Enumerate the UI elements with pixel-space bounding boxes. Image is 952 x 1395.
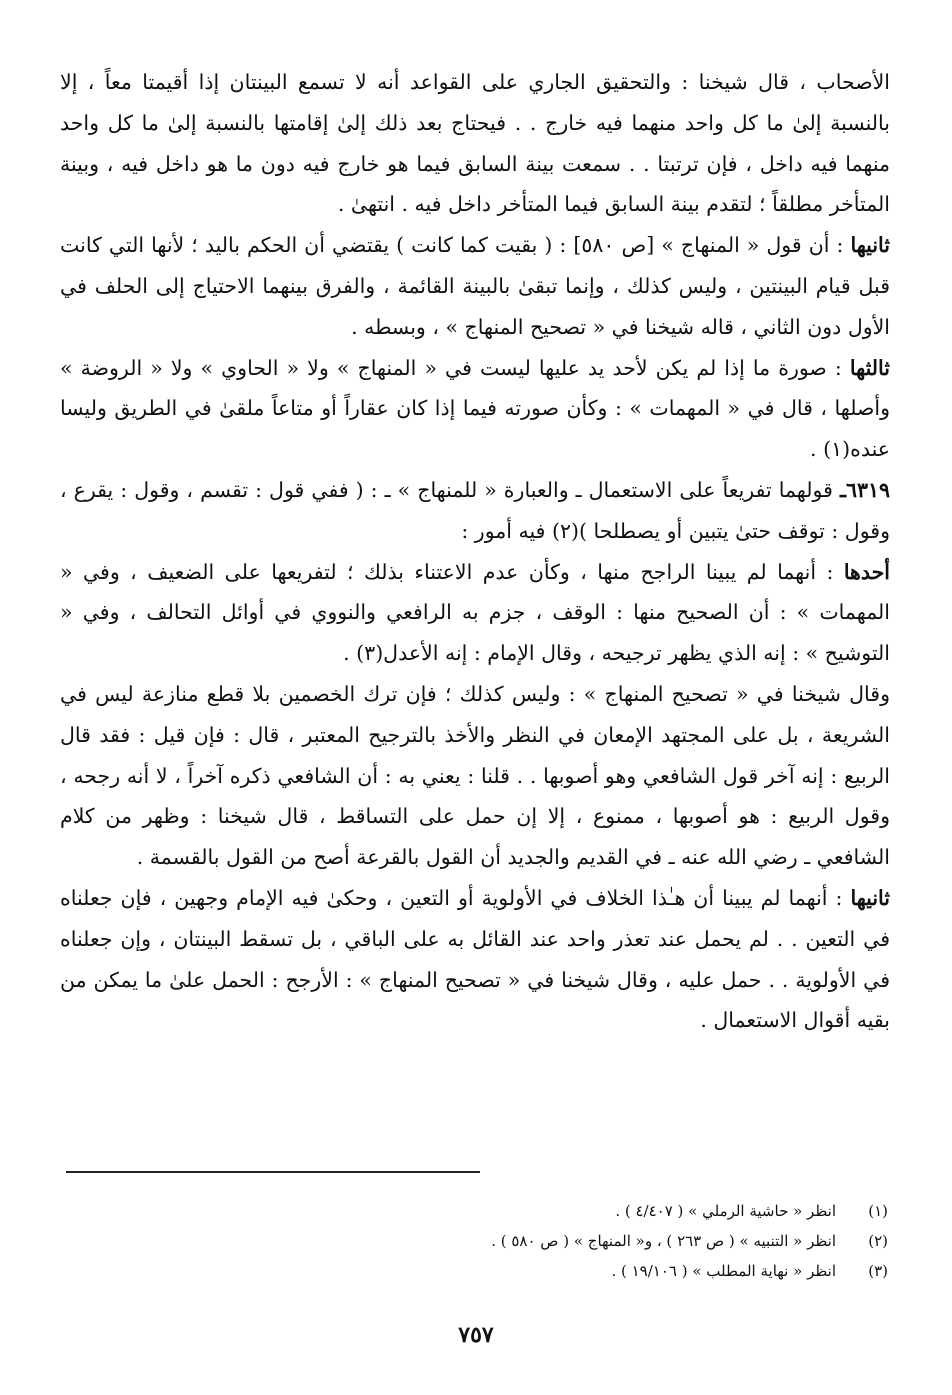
section-heading: ثالثها — [849, 355, 890, 380]
issue-number: ٦٣١٩ـ — [839, 477, 890, 502]
section-heading: أحدها — [843, 559, 890, 584]
paragraph-6: وقال شيخنا في « تصحيح المنهاج » : وليس كذلك ؛ فإن ترك الخصمين بلا قطع منازعة ليس في الشريعة ، بل على المجتهد الإمعان في النظر والأخذ بالترجيح المعتبر ، قال : فإن قيل : فقد قال الربيع : إنه آخر قول الشافعي وهو أصوبها . . قلنا : يعني به : أن الشافعي ذكره آخراً ، لا أنه رجحه ، وقول الربيع : هو أصوبها ، ممنوع ، إلا إن حمل على التساقط ، قال شيخنا : وظهر من كلام الشافعي ـ رضي الله عنه ـ في القديم والجديد أن القول بالقرعة أصح من القول بالقسمة . — [60, 681, 890, 870]
paragraph-2: ثانيها : أن قول « المنهاج » [ص ٥٨٠] : ( بقيت كما كانت ) يقتضي أن الحكم باليد ؛ لأنها التي كانت قبل قيام البينتين ، وليس كذلك ، وإنما تبقىٰ بالبينة القائمة ، والفرق بينهما الاحتياج إلى الحلف في الأول دون الثاني ، قاله شيخنا في « تصحيح المنهاج » ، وبسطه . — [60, 233, 890, 339]
footnote-separator — [66, 1171, 480, 1173]
footnote-number: (١) — [868, 1202, 888, 1220]
footnote-number: (٢) — [868, 1232, 888, 1250]
footnote-2: (٢)انظر « التنبيه » ( ص ٢٦٣ ) ، و« المنهاج » ( ص ٥٨٠ ) . — [68, 1226, 888, 1256]
paragraph-7: ثانيها : أنهما لم يبينا أن هـٰذا الخلاف في الأولوية أو التعين ، وحكىٰ فيه الإمام وجهين ، فإن جعلناه في التعين . . لم يحمل عند تعذر واحد عند القائل به على الباقي ، بل تسقط البينتان ، وإن جعلناه في الأولوية . . حمل عليه ، وقال شيخنا في « تصحيح المنهاج » : الأرجح : الحمل علىٰ ما يمكن من بقيه أقوال الاستعمال . — [60, 885, 890, 1033]
footnote-3: (٣)انظر « نهاية المطلب » ( ١٩/١٠٦ ) . — [68, 1256, 888, 1286]
footnote-number: (٣) — [868, 1262, 888, 1280]
footnotes — [68, 1196, 888, 1286]
section-heading: ثانيها — [850, 885, 890, 910]
paragraph-4: ٦٣١٩ـ قولهما تفريعاً على الاستعمال ـ والعبارة « للمنهاج » ـ : ( ففي قول : تقسم ، وقول : يقرع ، وقول : توقف حتىٰ يتبين أو يصطلحا )(٢) فيه أمور : — [60, 477, 890, 543]
paragraph-1: الأصحاب ، قال شيخنا : والتحقيق الجاري على القواعد أنه لا تسمع البينتان إذا أقيمتا معاً ، إلا بالنسبة إلىٰ ما كل واحد منهما فيه خارج . . فيحتاج بعد ذلك إلىٰ إقامتها بالنسبة إلىٰ ما كل واحد منهما فيه داخل ، فإن ترتبتا . . سمعت بينة السابق فيما هو خارج فيه دون ما هو داخل فيه ، وبينة المتأخر مطلقاً ؛ لتقدم بينة السابق فيما المتأخر داخل فيه . انتهىٰ . — [60, 70, 890, 217]
paragraph-3: ثالثها : صورة ما إذا لم يكن لأحد يد عليها ليست في « المنهاج » ولا « الحاوي » ولا « الروضة » وأصلها ، قال في « المهمات » : وكأن صورته فيما إذا كان عقاراً أو متاعاً ملقىٰ في الطريق وليسا عنده(١) . — [60, 355, 890, 462]
page-number: ٧٥٧ — [458, 1322, 494, 1348]
paragraph-5: أحدها : أنهما لم يبينا الراجح منها ، وكأن عدم الاعتناء بذلك ؛ لتفريعها على الضعيف ، وفي « المهمات » : أن الصحيح منها : الوقف ، جزم به الرافعي والنووي في أوائل التحالف ، وفي « التوشيح » : إنه الذي يظهر ترجيحه ، وقال الإمام : إنه الأعدل(٣) . — [60, 559, 890, 666]
main-text — [60, 62, 890, 1041]
section-heading: ثانيها — [850, 233, 890, 258]
footnote-1: (١)انظر « حاشية الرملي » ( ٤/٤٠٧ ) . — [68, 1196, 888, 1226]
